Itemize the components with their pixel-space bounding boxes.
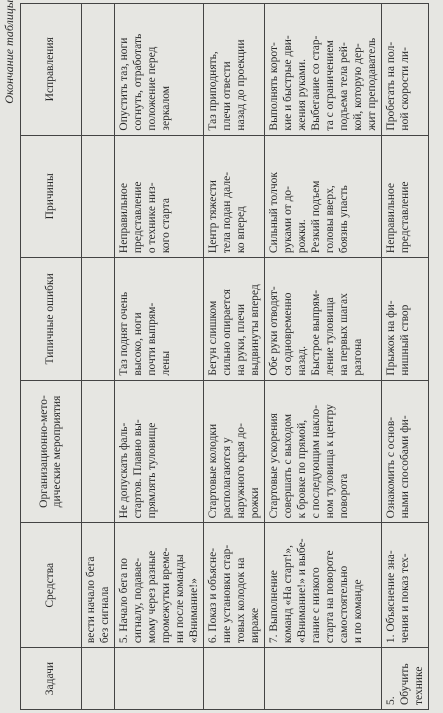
methods-table: [20, 3, 429, 710]
cell-fixes: Выполнять корот- кие и быстрые дви- жения руками. Выбегание со стар- та с ограничением подъема тела рей- кой, которую дер- жит преподаватель: [265, 4, 382, 136]
table-row: [204, 4, 265, 710]
cell-errors: [82, 258, 115, 381]
cell-errors: Прыжок на фи- нишный створ: [382, 258, 429, 381]
cell-causes: Сильный толчок руками от до- рожки. Резкий подъем головы вверх, боязнь упасть: [265, 135, 382, 258]
cell-task: [82, 648, 115, 710]
cell-means: 1. Объяснение зна- чения и показ тех-: [382, 523, 429, 648]
cell-task: [115, 648, 204, 710]
cell-means: 6. Показ и объясне- ние установки стар- товых колодок на вираже: [204, 523, 265, 648]
cell-task: [265, 648, 382, 710]
cell-causes: [82, 135, 115, 258]
header-causes: Причины: [21, 135, 82, 258]
cell-org: Ознакомить с основ- ными способами фи-: [382, 380, 429, 523]
cell-fixes: [82, 4, 115, 136]
header-typical-errors: Типичные ошибки: [21, 258, 82, 381]
cell-task: 5. Обучить технике: [382, 648, 429, 710]
cell-means: 5. Начало бега по сигналу, подавае- мому через разные промежутки време- ни после команды «Внимание!»: [115, 523, 204, 648]
cell-errors: Таз поднят очень высоко, ноги почти выпрям- лены: [115, 258, 204, 381]
cell-org: Не допускать фаль- стартов. Плавно вы- прямлять туловище: [115, 380, 204, 523]
cell-fixes: Пробегать на пол- ной скорости ли-: [382, 4, 429, 136]
header-means: Средства: [21, 523, 82, 648]
cell-causes: Центр тяжести тела подан дале- ко вперед: [204, 135, 265, 258]
table-row: [82, 4, 115, 710]
cell-org: Стартовые ускорения совершать с выходом к бровке по прямой, с последующим накло- ном туловища к центру поворота: [265, 380, 382, 523]
cell-fixes: Таз приподнять, плечи отвести назад до проекции: [204, 4, 265, 136]
cell-fixes: Опустить таз, ноги согнуть, отработать положение перед зеркалом: [115, 4, 204, 136]
cell-task: [204, 648, 265, 710]
header-task: Задачи: [21, 648, 82, 710]
table-row: [382, 4, 429, 710]
cell-org: Стартовые колодки располагаются у наружного края до- рожки: [204, 380, 265, 523]
header-fixes: Исправления: [21, 4, 82, 136]
cell-causes: Неправильное представление о технике низ- кого старта: [115, 135, 204, 258]
table-row: [115, 4, 204, 710]
header-org-methods: Организационно-мето- дические мероприятия: [21, 380, 82, 523]
cell-means: вести начало бега без сигнала: [82, 523, 115, 648]
table-row: [265, 4, 382, 710]
cell-causes: Неправильное представление: [382, 135, 429, 258]
cell-means: 7. Выполнение команд «На старт!», «Внимание!» и выбе- гание с низкого старта на повороте самостоятельно и по команде: [265, 523, 382, 648]
cell-errors: Бегун слишком сильно опирается на руки, плечи выдвинуты вперед: [204, 258, 265, 381]
cell-errors: Обе руки отводят- ся одновременно назад. Быстрое выпрям- ление туловища на первых шагах разгона: [265, 258, 382, 381]
table-caption: Окончание таблицы: [2, 0, 16, 104]
table-header-row: [21, 4, 82, 710]
cell-org: [82, 380, 115, 523]
